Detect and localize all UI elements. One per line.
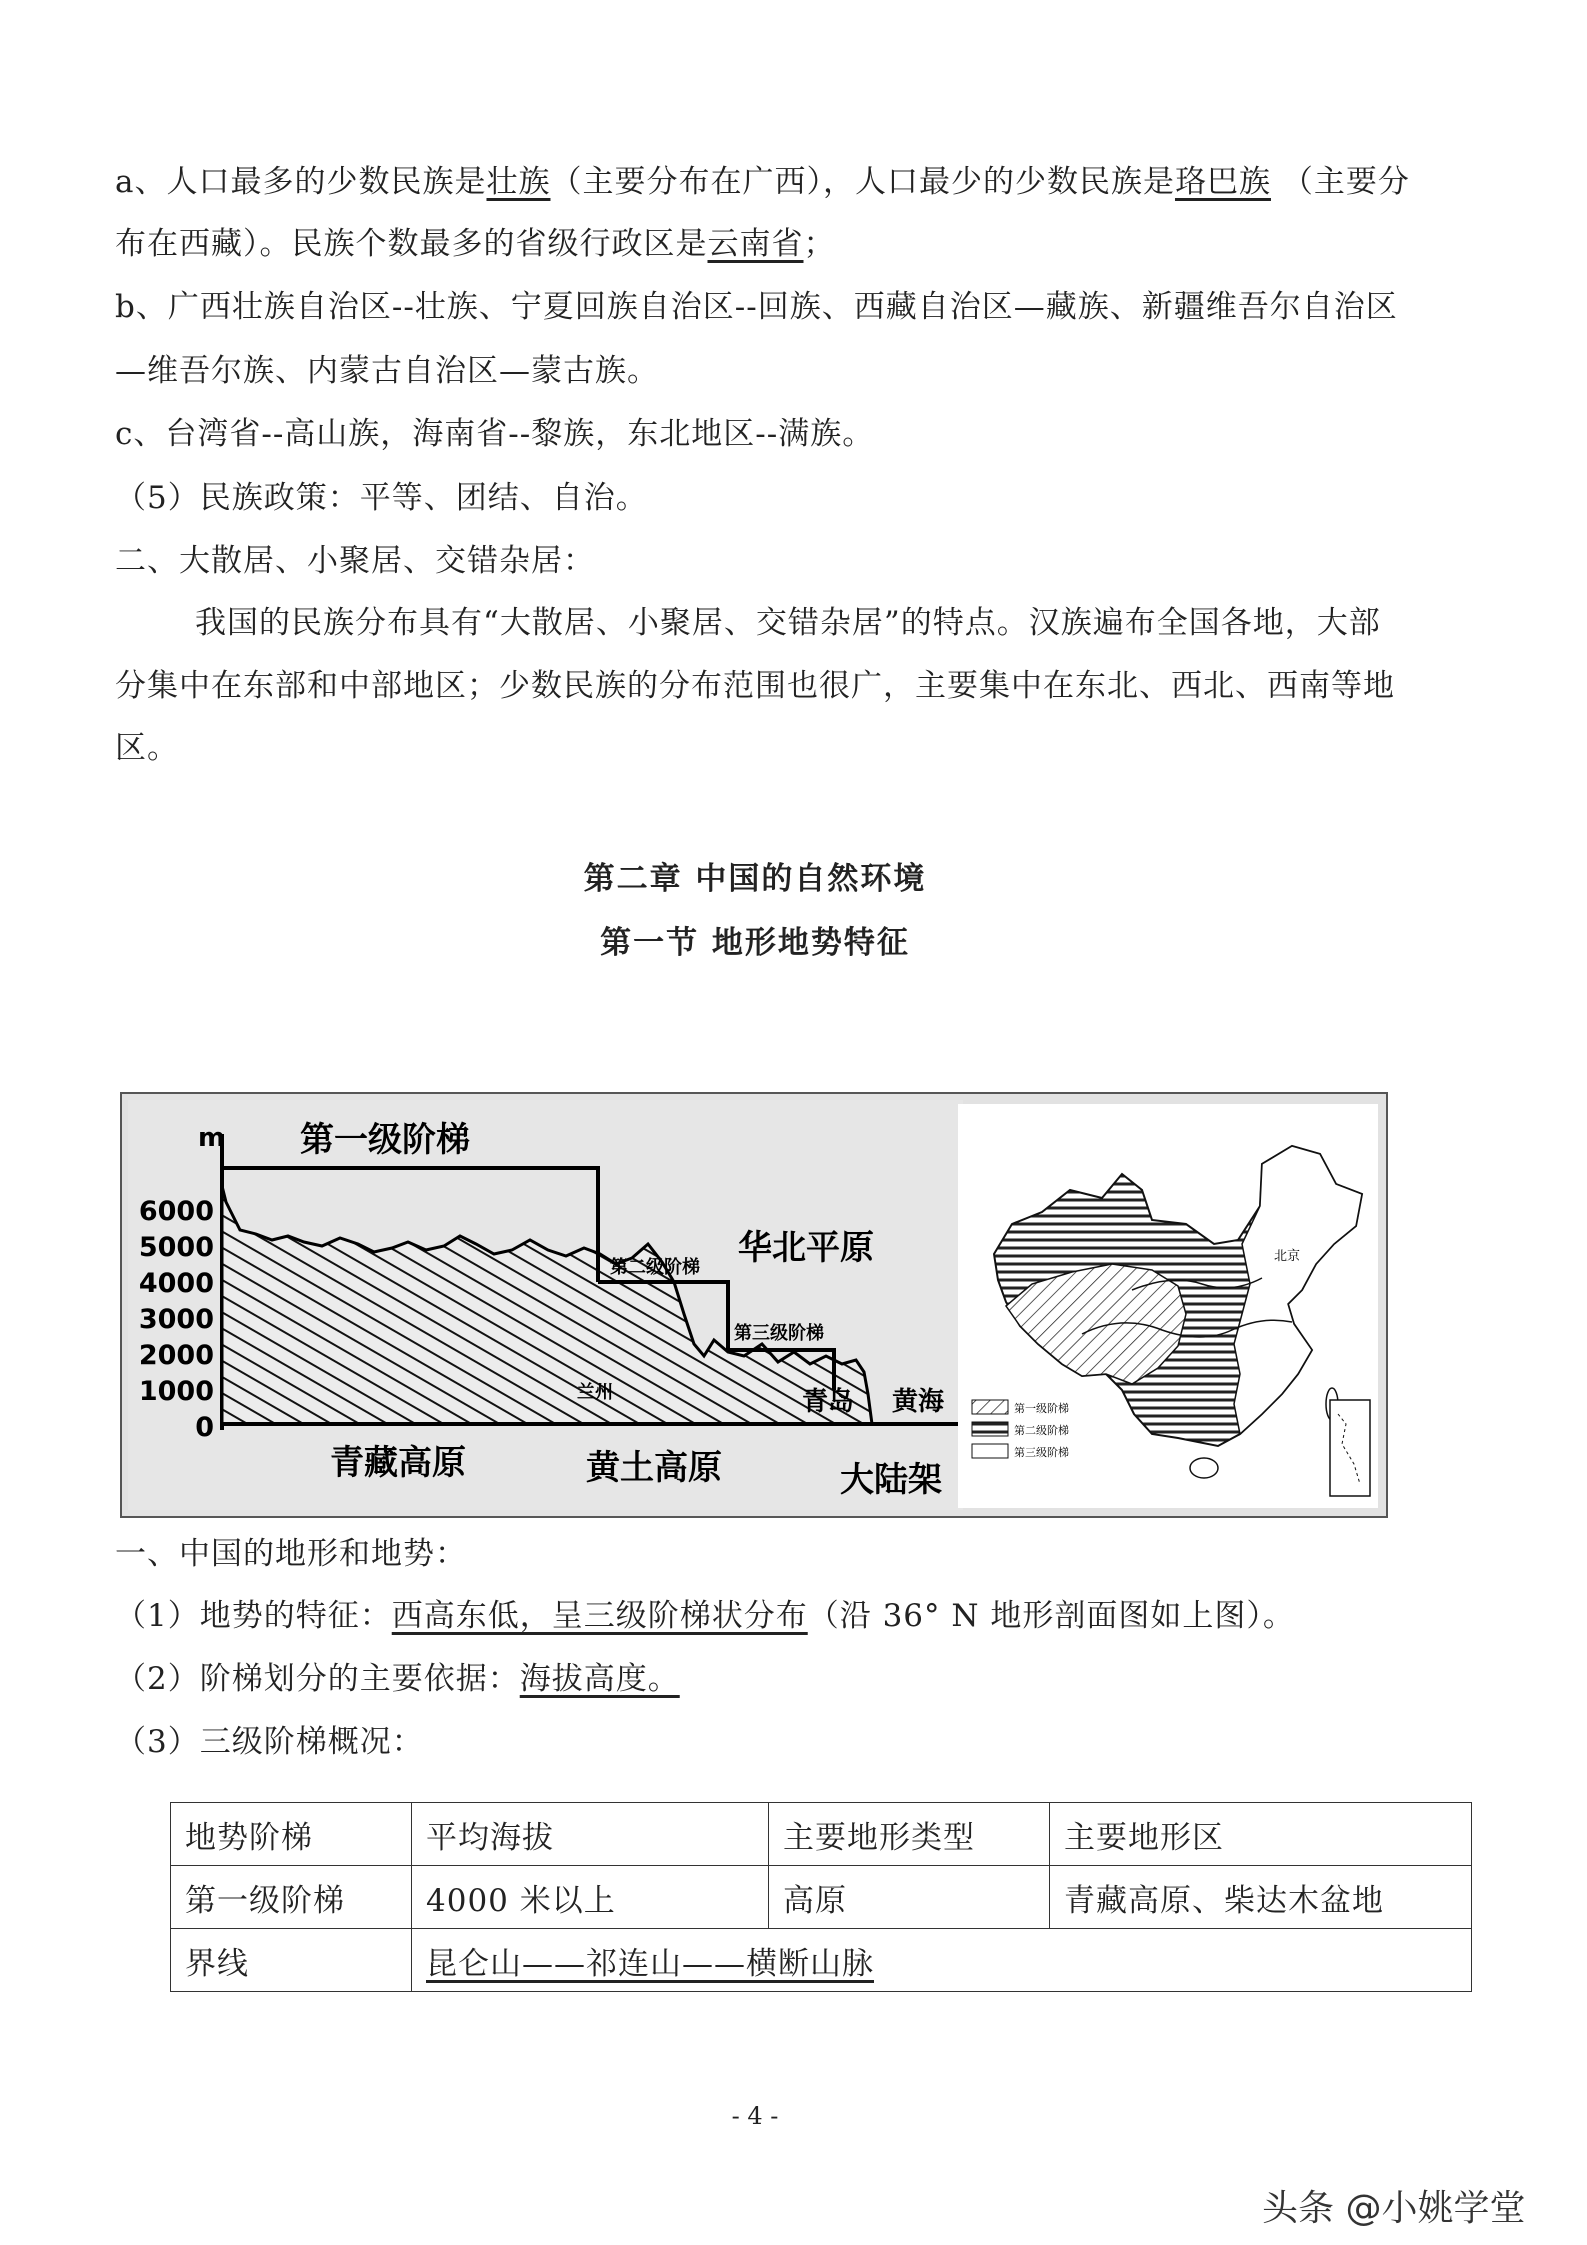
watermark: 头条 @小姚学堂	[1262, 2188, 1526, 2229]
legend-swatch-step2	[972, 1422, 1008, 1436]
y-tick-6000: 6000	[138, 1196, 214, 1227]
hainan-island	[1190, 1458, 1218, 1478]
y-tick-3000: 3000	[138, 1304, 214, 1335]
body-line-3: 区。	[115, 730, 179, 766]
y-tick-1000: 1000	[138, 1376, 214, 1407]
y-tick-2000: 2000	[138, 1340, 214, 1371]
legend-step1: 第一级阶梯	[1014, 1402, 1069, 1415]
step1-label: 第一级阶梯	[300, 1120, 470, 1160]
feature-underlined: 西高东低，呈三级阶梯状分布	[391, 1598, 808, 1634]
continental-shelf-label: 大陆架	[840, 1460, 942, 1500]
feature-line: （1）地势的特征：西高东低，呈三级阶梯状分布（沿 36° N 地形剖面图如上图）。	[115, 1598, 1295, 1634]
section-2-heading: 二、大散居、小聚居、交错杂居：	[115, 543, 595, 579]
table-header-cell: 地势阶梯	[171, 1803, 412, 1866]
section-title: 第一节 地形地势特征	[600, 925, 910, 961]
legend-step2: 第二级阶梯	[1014, 1424, 1069, 1437]
table-cell: 第一级阶梯	[171, 1866, 412, 1929]
map-legend	[972, 1400, 1069, 1459]
para-5-policy: （5）民族政策：平等、团结、自治。	[115, 480, 648, 516]
table-header-row	[171, 1803, 1472, 1866]
border-mountains-underlined: 昆仑山——祁连山——横断山脉	[426, 1945, 874, 1982]
chapter-title: 第二章 中国的自然环境	[583, 861, 927, 897]
step3-label: 第三级阶梯	[734, 1323, 824, 1344]
zhuang-underlined: 壮族	[486, 164, 551, 200]
yunnan-underlined: 云南省	[707, 226, 804, 262]
legend-swatch-step3	[972, 1444, 1008, 1458]
terrain-figure	[120, 1092, 1388, 1518]
qingdao-label: 青岛	[802, 1387, 855, 1417]
table-cell: 高原	[769, 1866, 1050, 1929]
basis-line: （2）阶梯划分的主要依据：海拔高度。	[115, 1661, 680, 1697]
steps-table	[170, 1802, 1472, 1992]
table-row	[171, 1929, 1472, 1992]
qingzang-plateau-label: 青藏高原	[330, 1443, 466, 1483]
table-cell: 青藏高原、柴达木盆地	[1050, 1866, 1472, 1929]
legend-step3: 第三级阶梯	[1014, 1446, 1069, 1459]
body-line-1: 我国的民族分布具有“大散居、小聚居、交错杂居”的特点。汉族遍布全国各地，大部	[195, 605, 1381, 641]
body-line-2: 分集中在东部和中部地区；少数民族的分布范围也很广，主要集中在东北、西北、西南等地	[115, 668, 1395, 704]
para-c: c、台湾省--高山族，海南省--黎族，东北地区--满族。	[115, 416, 875, 452]
table-row	[171, 1866, 1472, 1929]
huabei-plain-label: 华北平原	[738, 1228, 874, 1268]
south-sea-inset	[1330, 1400, 1370, 1496]
y-tick-5000: 5000	[138, 1232, 214, 1263]
overview-line: （3）三级阶梯概况：	[115, 1724, 424, 1760]
table-header-cell: 主要地形类型	[769, 1803, 1050, 1866]
page-number: - 4 -	[731, 2102, 779, 2130]
luoba-underlined: 珞巴族	[1174, 164, 1271, 200]
step2-label: 第二级阶梯	[610, 1257, 700, 1278]
basis-underlined: 海拔高度。	[519, 1661, 680, 1697]
para-a-line2: 布在西藏）。民族个数最多的省级行政区是云南省；	[115, 226, 836, 262]
huangtu-plateau-label: 黄土高原	[586, 1448, 722, 1488]
legend-swatch-step1	[972, 1400, 1008, 1414]
table-header-cell: 平均海拔	[412, 1803, 769, 1866]
y-tick-4000: 4000	[138, 1268, 214, 1299]
table-cell: 界线	[171, 1929, 412, 1992]
para-b-line2: —维吾尔族、内蒙古自治区—蒙古族。	[115, 353, 659, 389]
terrain-figure-svg	[122, 1094, 1386, 1516]
y-tick-0: 0	[195, 1412, 214, 1443]
beijing-label: 北京	[1274, 1249, 1301, 1264]
y-unit: m	[198, 1123, 226, 1153]
table-cell	[412, 1929, 1472, 1992]
table-cell: 4000 米以上	[412, 1866, 769, 1929]
para-b-line1: b、广西壮族自治区--壮族、宁夏回族自治区--回族、西藏自治区—藏族、新疆维吾尔自治区	[115, 289, 1398, 325]
huanghai-label: 黄海	[892, 1387, 945, 1417]
table-header-cell: 主要地形区	[1050, 1803, 1472, 1866]
lanzhou-label: 兰州	[577, 1382, 613, 1403]
section-1-heading: 一、中国的地形和地势：	[115, 1536, 467, 1572]
para-a-line1: a、人口最多的少数民族是壮族（主要分布在广西），人口最少的少数民族是珞巴族 （主要分	[115, 164, 1410, 200]
